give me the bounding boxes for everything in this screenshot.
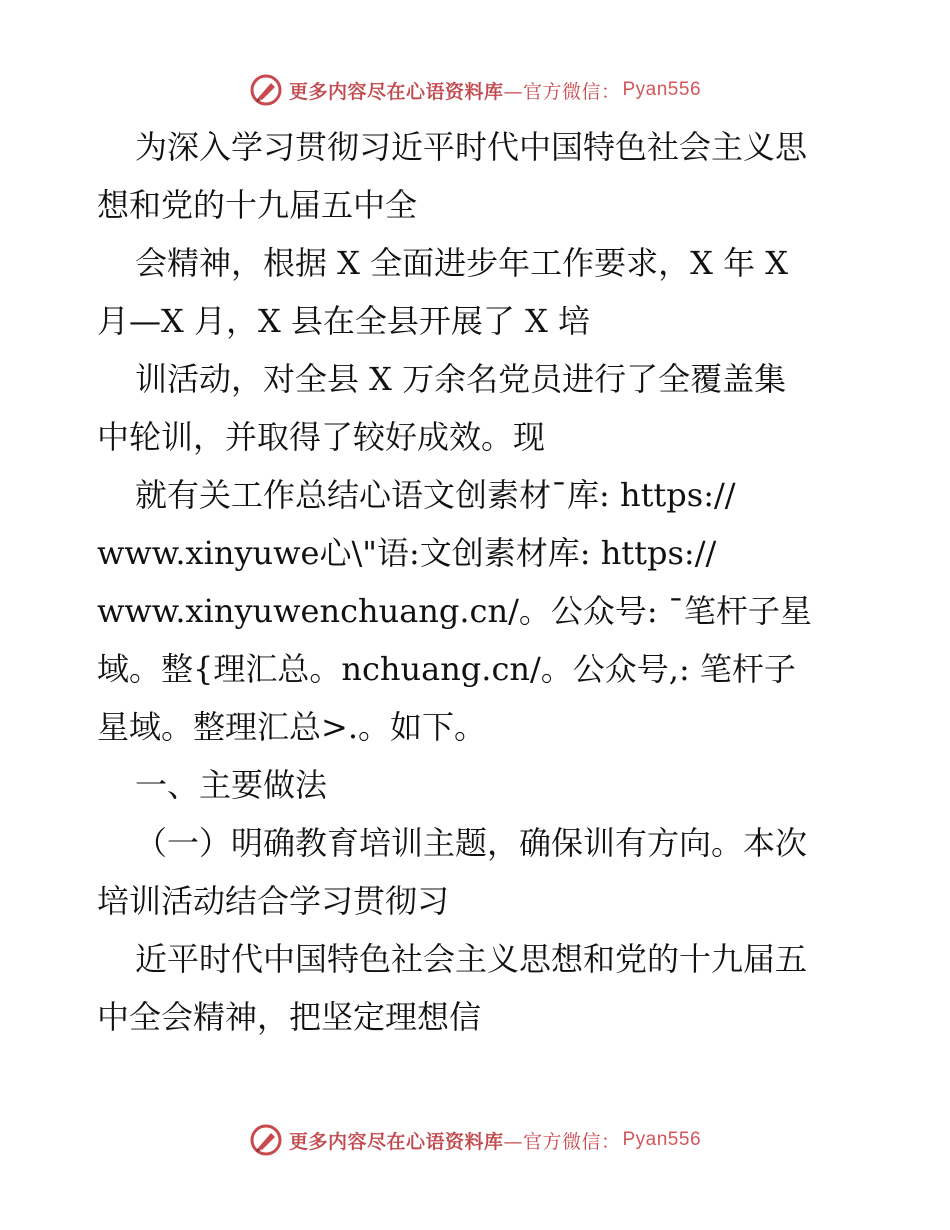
text-line: 想和党的十九届五中全 (97, 186, 418, 224)
watermark-wechat-id: Pyan556 (622, 79, 702, 100)
text-line: 训活动，对全县 X 万余名党员进行了全覆盖集 (135, 360, 787, 398)
header-watermark (0, 70, 950, 110)
text-line: 月—X 月，X 县在全县开展了 X 培 (97, 302, 591, 340)
watermark-main-text: 更多内容尽在心语资料库 (288, 1130, 504, 1153)
watermark-main-text: 更多内容尽在心语资料库 (288, 80, 504, 103)
text-line: 会精神，根据 X 全面进步年工作要求，X 年 X (135, 244, 789, 282)
text-line: 就有关工作总结心语文创素材¯库: https:// (135, 476, 736, 514)
text-line: （一）明确教育培训主题，确保训有方向。本次 (135, 824, 808, 862)
text-line: 一、主要做法 (135, 766, 328, 804)
watermark-sub-text: —官方微信： (503, 80, 621, 103)
text-line: 域。整{理汇总。nchuang.cn/。公众号,: 笔杆子 (97, 650, 796, 688)
text-line: 星域。整理汇总>.。如下。 (97, 708, 486, 746)
watermark-sub-text: —官方微信： (503, 1130, 621, 1153)
text-line: 培训活动结合学习贯彻习 (97, 882, 450, 920)
document-body (97, 118, 857, 1046)
text-line: 中全会精神，把坚定理想信 (97, 998, 482, 1036)
text-line: www.xinyuwe心\"语:文创素材库: https:// (97, 534, 717, 572)
text-line: 中轮训，并取得了较好成效。现 (97, 418, 546, 456)
pen-logo-icon (249, 1123, 283, 1157)
footer-watermark (0, 1120, 950, 1160)
text-line: 为深入学习贯彻习近平时代中国特色社会主义思 (135, 128, 808, 166)
pen-logo-icon (249, 73, 283, 107)
text-line: 近平时代中国特色社会主义思想和党的十九届五 (135, 940, 808, 978)
text-line: www.xinyuwenchuang.cn/。公众号: ¯笔杆子星 (97, 592, 812, 630)
watermark-wechat-id: Pyan556 (622, 1129, 702, 1150)
